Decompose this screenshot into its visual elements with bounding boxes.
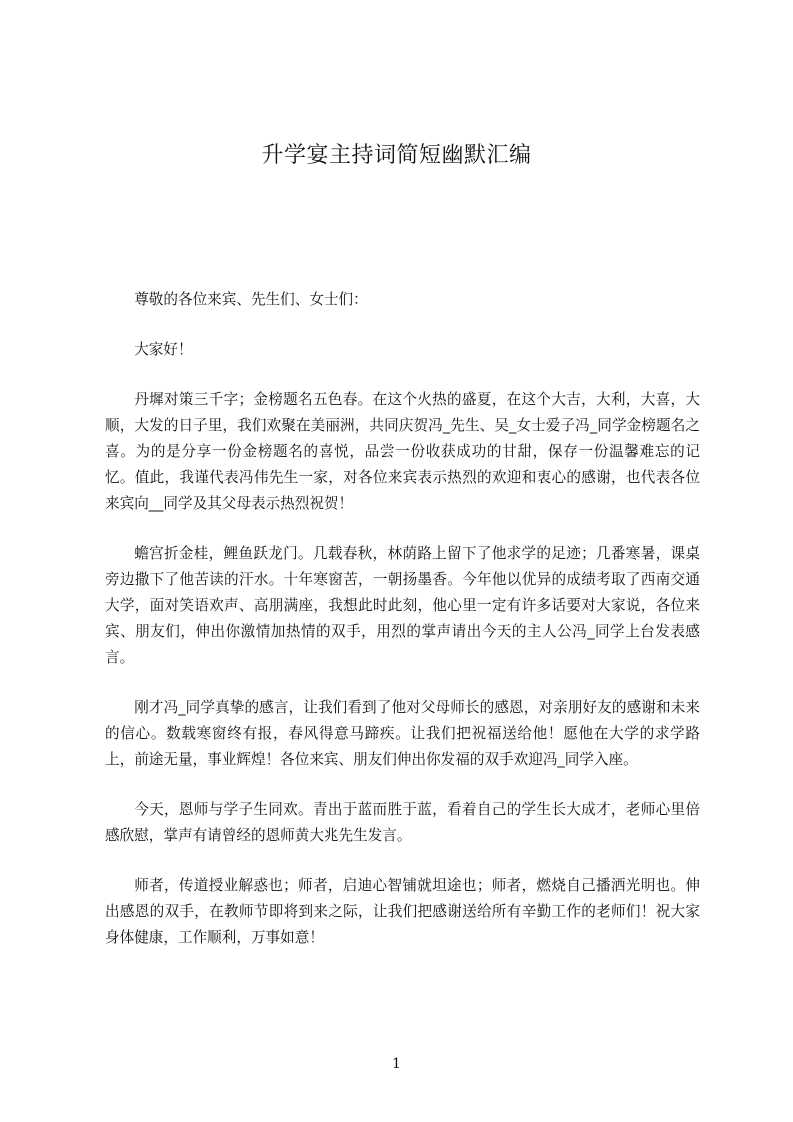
page-number: 1 [392,1056,401,1072]
paragraph-5: 师者，传道授业解惑也；师者，启迪心智铺就坦途也；师者，燃烧自己播洒光明也。伸出感恩的双手，在教师节即将到来之际，让我们把感谢送给所有辛勤工作的老师们！祝大家身体健康，工作顺利，万事如意！ [105,877,700,946]
document-title: 升学宴主持词简短幽默汇编 [261,143,532,168]
paragraph-2: 蟾宫折金桂，鲤鱼跃龙门。几载春秋，林荫路上留下了他求学的足迹；几番寒暑，课桌旁边撒下了他苦读的汗水。十年寒窗苦，一朝扬墨香。今年他以优异的成绩考取了西南交通大学，面对笑语欢声、高朋满座，我想此时此刻，他心里一定有许多话要对大家说，各位来宾、朋友们，伸出你激情加热情的双手，用烈的掌声请出今天的主人公冯_同学上台发表感言。 [105,545,700,666]
paragraph-3: 刚才冯_同学真挚的感言，让我们看到了他对父母师长的感恩，对亲朋好友的感谢和未来的信心。数载寒窗终有报，春风得意马蹄疾。让我们把祝福送给他！愿他在大学的求学路上，前途无量，事业辉煌！各位来宾、朋友们伸出你发福的双手欢迎冯_同学入座。 [105,699,700,768]
paragraph-4: 今天，恩师与学子生同欢。青出于蓝而胜于蓝，看着自己的学生长大成才，老师心里倍感欣慰，掌声有请曾经的恩师黄大兆先生发言。 [105,801,700,844]
document-body [105,287,700,975]
greeting: 大家好！ [134,341,193,358]
salutation: 尊敬的各位来宾、先生们、女士们： [134,291,368,308]
paragraph-1: 丹墀对策三千字；金榜题名五色春。在这个火热的盛夏，在这个大吉，大利，大喜，大顺，大发的日子里，我们欢聚在美丽洲，共同庆贺冯_先生、吴_女士爱子冯_同学金榜题名之喜。为的是分享一份金榜题名的喜悦，品尝一份收获成功的甘甜，保存一份温馨难忘的记忆。值此，我谨代表冯伟先生一家，对各位来宾表示热烈的欢迎和衷心的感谢，也代表各位来宾向__同学及其父母表示热烈祝贺！ [105,391,700,512]
